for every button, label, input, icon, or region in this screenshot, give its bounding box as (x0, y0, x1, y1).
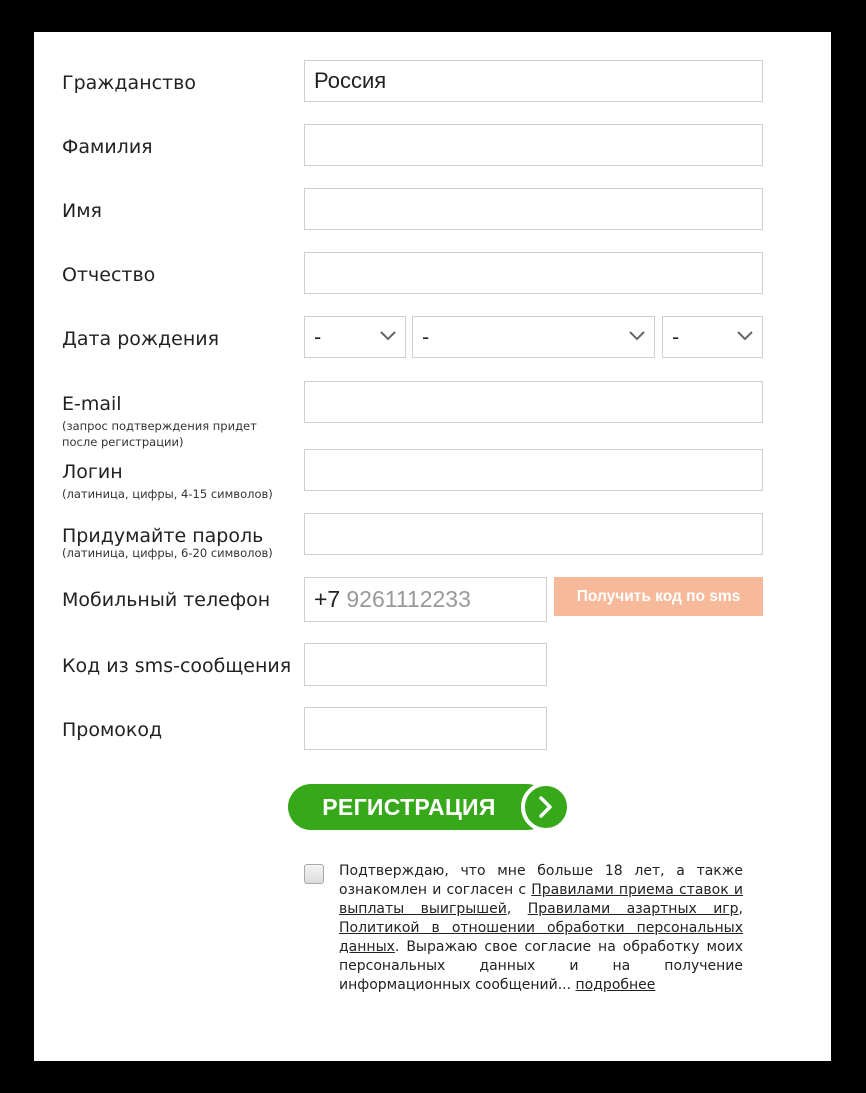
birth-day-select[interactable] (304, 316, 406, 358)
email-hint-line1: (запрос подтверждения придет (62, 419, 257, 433)
name-input[interactable] (304, 188, 763, 230)
login-hint: (латиница, цифры, 4-15 символов) (62, 487, 273, 501)
phone-label: Мобильный телефон (62, 589, 271, 611)
arrow-circle (521, 782, 571, 832)
birthdate-label: Дата рождения (62, 328, 220, 350)
email-label: E-mail (62, 393, 122, 415)
name-label: Имя (62, 200, 102, 222)
password-hint: (латиница, цифры, 6-20 символов) (62, 546, 273, 560)
consent-separator: , (506, 901, 528, 917)
email-input[interactable] (304, 381, 763, 423)
password-label: Придумайте пароль (62, 525, 264, 547)
more-details-link[interactable]: подробнее (575, 977, 656, 993)
consent-text-part2: . Выражаю свое согласие на обработку моих персональных данных и на получение информационных сообщений... (339, 939, 743, 993)
citizenship-label: Гражданство (62, 72, 196, 94)
promo-label: Промокод (62, 719, 163, 741)
sms-code-input[interactable] (304, 643, 547, 686)
birth-year-value: - (672, 325, 680, 349)
promo-input[interactable] (304, 707, 547, 750)
chevron-down-icon (737, 331, 753, 341)
citizenship-field[interactable]: Россия (304, 60, 763, 102)
phone-input[interactable] (304, 577, 547, 622)
login-input[interactable] (304, 449, 763, 491)
chevron-down-icon (629, 331, 645, 341)
betting-rules-link[interactable]: Правилами приема ставок и выплаты выигрышей (339, 882, 743, 917)
email-hint-line2: после регистрации) (62, 435, 184, 449)
sms-code-label: Код из sms-сообщения (62, 655, 292, 677)
patronymic-input[interactable] (304, 252, 763, 294)
birth-month-select[interactable] (412, 316, 655, 358)
birth-day-value: - (314, 325, 322, 349)
login-label: Логин (62, 461, 123, 483)
privacy-policy-link[interactable]: Политикой в отношении обработки персональных данных (339, 920, 743, 955)
registration-panel (34, 32, 831, 1061)
phone-prefix: +7 (314, 586, 341, 612)
chevron-right-icon (537, 795, 555, 819)
birth-year-select[interactable] (662, 316, 763, 358)
surname-label: Фамилия (62, 136, 153, 158)
gambling-rules-link[interactable]: Правилами азартных игр (527, 901, 739, 917)
phone-placeholder: 9261112233 (346, 586, 471, 612)
register-button[interactable] (288, 784, 574, 830)
patronymic-label: Отчество (62, 264, 156, 286)
chevron-down-icon (380, 331, 396, 341)
get-sms-code-button[interactable]: Получить код по sms (554, 577, 763, 616)
password-input[interactable] (304, 513, 763, 555)
consent-text-part1: Подтверждаю, что мне больше 18 лет, а также ознакомлен и согласен с (339, 863, 743, 898)
consent-separator: , (738, 901, 743, 917)
birth-month-value: - (422, 325, 430, 349)
register-button-label: РЕГИСТРАЦИЯ (322, 794, 496, 820)
surname-input[interactable] (304, 124, 763, 166)
consent-text (339, 862, 743, 995)
consent-checkbox[interactable] (304, 864, 324, 884)
